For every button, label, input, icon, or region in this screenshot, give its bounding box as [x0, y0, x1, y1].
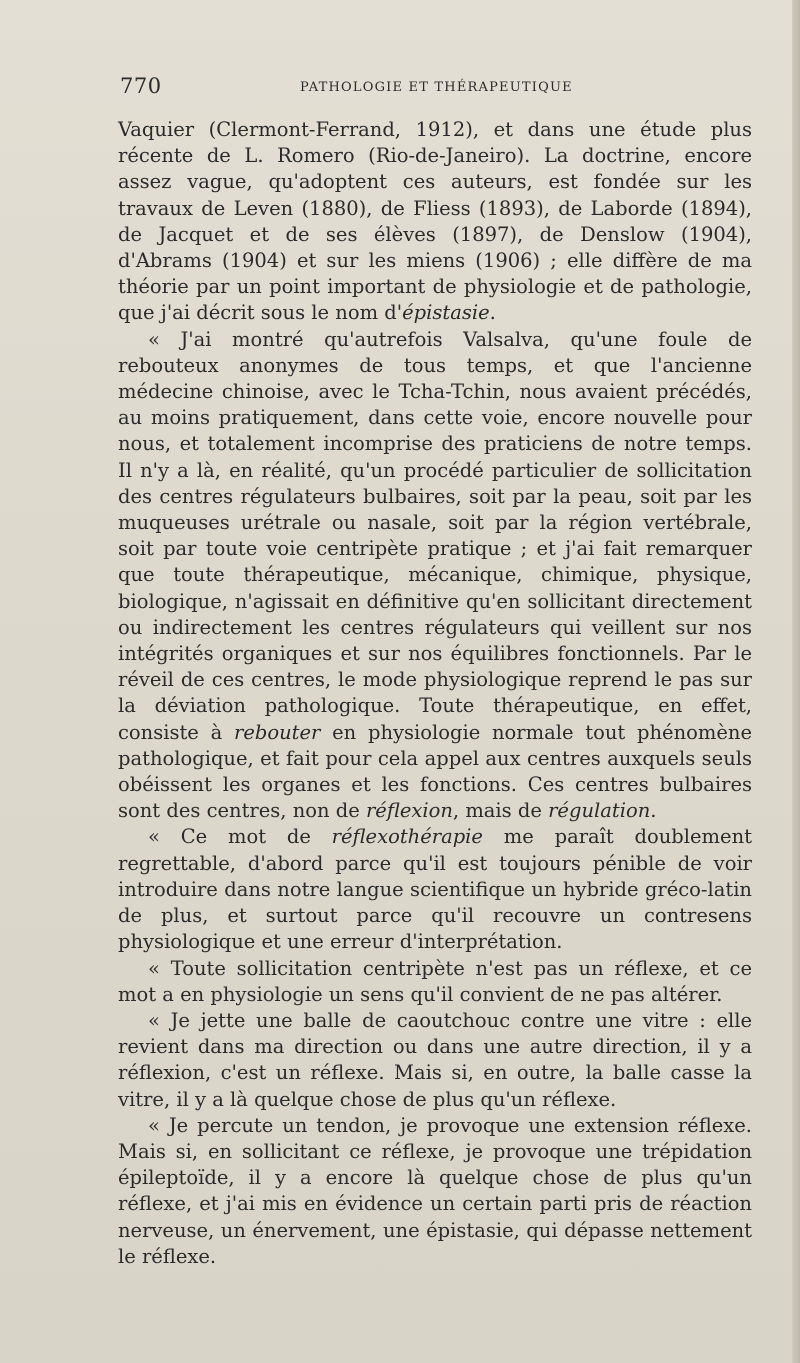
page-edge — [792, 0, 800, 1363]
paragraph: « Toute sollicitation centripète n'est pas un réflexe, et ce mot a en physiologie un sens qu'il convient de ne pas altérer. — [118, 956, 752, 1006]
paragraph: Vaquier (Clermont-Ferrand, 1912), et dans une étude plus récente de L. Romero (Rio-de-Janeiro). La doctrine, encore assez vague, qu'adoptent ces auteurs, est fondée sur les travaux de Leven (1880), de Fliess (1893), de Laborde (1894), de Jacquet et de ses élèves (1897), de Denslow (1904), d'Abrams (1904) et sur les miens (1906) ; elle diffère de ma théorie par un point important de physiologie et de pathologie, que j'ai décrit sous le nom d'épistasie. — [118, 118, 752, 325]
paragraph: « Je percute un tendon, je provoque une extension réflexe. Mais si, en sollicitant ce réflexe, je provoque une trépidation épileptoïde, il y a encore là quelque chose de plus qu'un réflexe, et j'ai mis en évidence un certain parti pris de réaction nerveuse, un énervement, une épistasie, qui dépasse nettement le réflexe. — [118, 1113, 752, 1268]
paragraph: « Ce mot de réflexothérapie me paraît doublement regrettable, d'abord parce qu'il est toujours pénible de voir introduire dans notre langue scientifique un hybride gréco-latin de plus, et surtout parce qu'il recouvre un contresens physiologique et une erreur d'interprétation. — [118, 825, 752, 954]
paragraph: « Je jette une balle de caoutchouc contre une vitre : elle revient dans ma direction ou dans une autre direction, il y a réflexion, c'est un réflexe. Mais si, en outre, la balle casse la vitre, il y a là quelque chose de plus qu'un réflexe. — [118, 1008, 752, 1111]
body-text — [118, 117, 752, 1270]
page-number: 770 — [120, 74, 162, 98]
page-header — [118, 74, 752, 98]
paragraph: « J'ai montré qu'autrefois Valsalva, qu'une foule de rebouteux anonymes de tous temps, et que l'ancienne médecine chinoise, avec le Tcha-Tchin, nous avaient précédés, au moins pratiquement, dans cette voie, encore nouvelle pour nous, et totalement incomprise des praticiens de notre temps. Il n'y a là, en réalité, qu'un procédé particulier de sollicitation des centres régulateurs bulbaires, soit par la peau, soit par les muqueuses urétrale ou nasale, soit par la région vertébrale, soit par toute voie centripète pratique ; et j'ai fait remarquer que toute thérapeutique, mécanique, chimique, physique, biologique, n'agissait en définitive qu'en sollicitant directement ou indirectement les centres régulateurs qui veillent sur nos intégrités organiques et sur nos équilibres fonctionnels. Par le réveil de ces centres, le mode physiologique reprend le pas sur la déviation pathologique. Toute thérapeutique, en effet, consiste à rebouter en physiologie normale tout phénomène pathologique, et fait pour cela appel aux centres auxquels seuls obéissent les organes et les fonctions. Ces centres bulbaires sont des centres, non de réflexion, mais de régulation. — [118, 327, 752, 823]
running-title: PATHOLOGIE ET THÉRAPEUTIQUE — [300, 80, 573, 95]
